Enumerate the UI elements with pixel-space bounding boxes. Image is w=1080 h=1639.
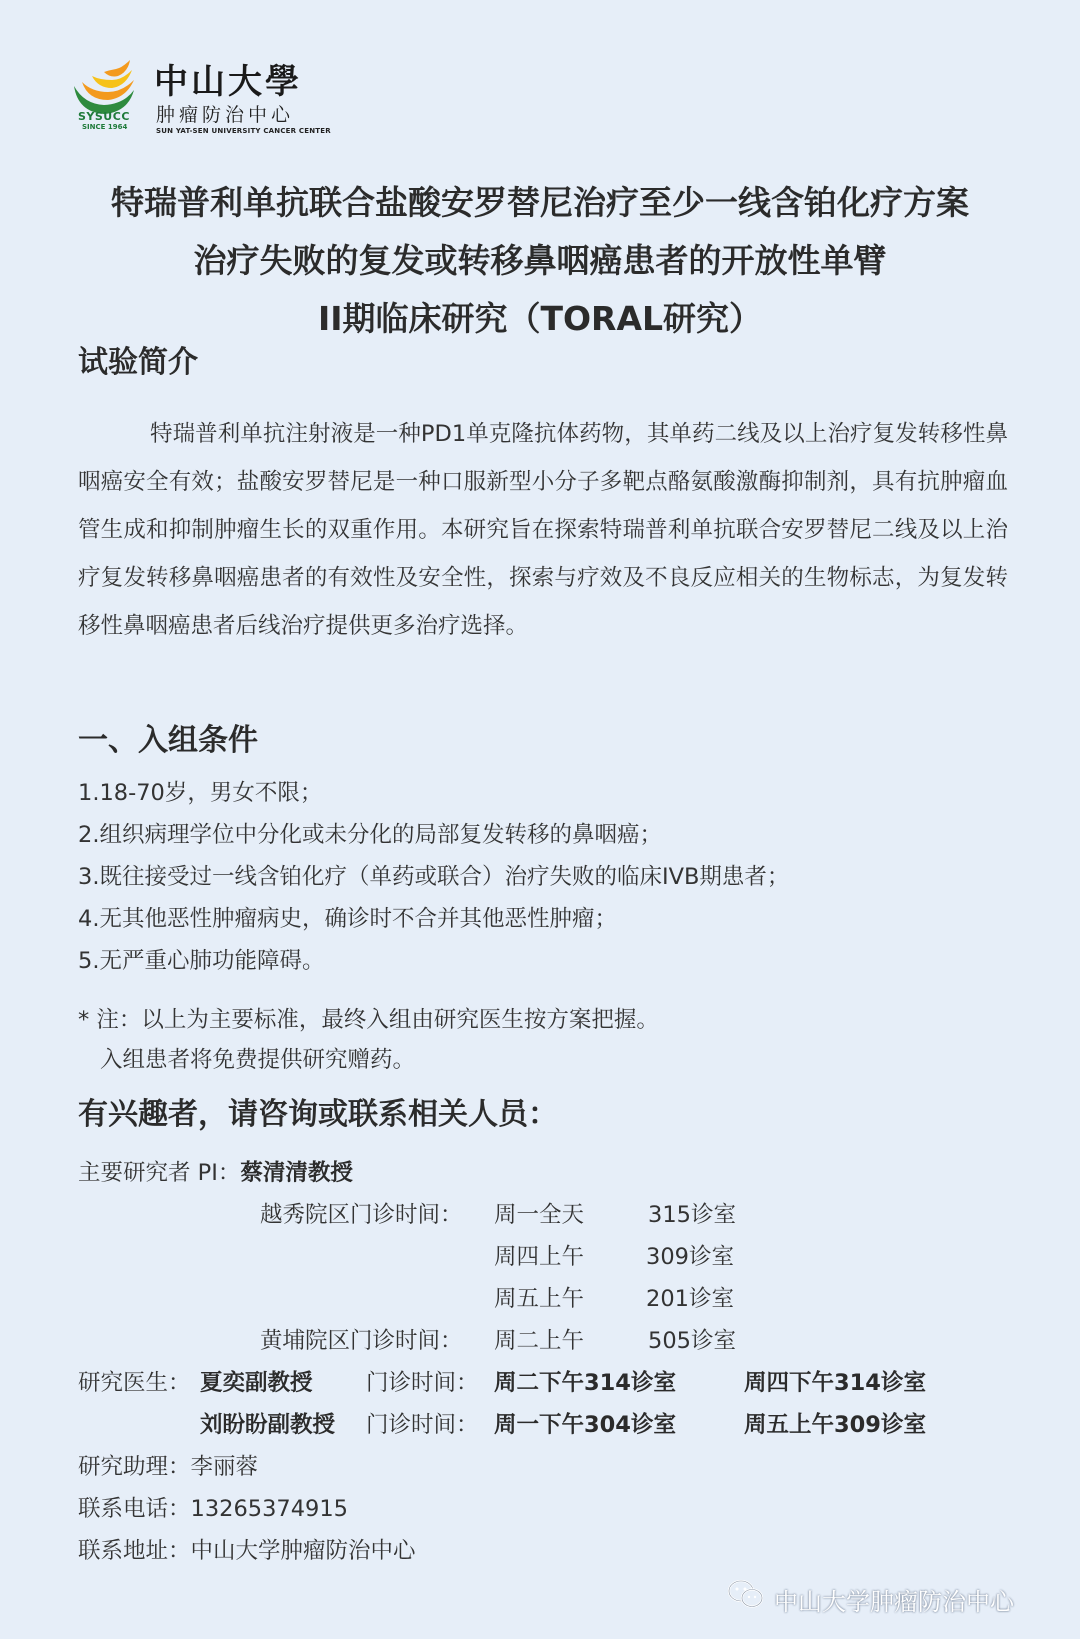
- phone-number[interactable]: 13265374915: [190, 1496, 348, 1522]
- doctor-label: 研究医生：: [78, 1370, 191, 1396]
- yuexiu-day: 周四上午: [494, 1244, 585, 1270]
- criteria-list: [78, 772, 789, 982]
- institution-logo: [68, 52, 368, 142]
- watermark-text: 中山大学肿瘤防治中心: [774, 1588, 1014, 1616]
- contact-heading: 有兴趣者，请咨询或联系相关人员：: [78, 1097, 558, 1132]
- doctor-slot: 周四下午314诊室: [744, 1370, 926, 1396]
- assistant-row: [78, 1456, 258, 1479]
- assistant-label: 研究助理：: [78, 1454, 191, 1480]
- criteria-heading: 一、入组条件: [78, 723, 258, 758]
- huangpu-day: 周二上午: [494, 1328, 585, 1354]
- pi-name: 蔡清清教授: [240, 1160, 353, 1186]
- assistant-name: 李丽蓉: [190, 1454, 259, 1480]
- criteria-note: [78, 1000, 659, 1080]
- phone-label: 联系电话：: [78, 1496, 191, 1522]
- logo-since: SINCE 1964: [82, 123, 128, 131]
- title-line-1: 特瑞普利单抗联合盐酸安罗替尼治疗至少一线含铂化疗方案: [111, 183, 969, 222]
- doctor-name: 夏奕副教授: [200, 1370, 313, 1396]
- criteria-item: 4.无其他恶性肿瘤病史，确诊时不合并其他恶性肿瘤；: [78, 906, 617, 932]
- yuexiu-day: 周一全天: [494, 1202, 585, 1228]
- yuexiu-label: 越秀院区门诊时间：: [260, 1202, 463, 1228]
- address-label: 联系地址：: [78, 1538, 191, 1564]
- intro-paragraph: 特瑞普利单抗注射液是一种PD1单克隆抗体药物，其单药二线及以上治疗复发转移性鼻咽癌安全有效；盐酸安罗替尼是一种口服新型小分子多靶点酪氨酸激酶抑制剂，具有抗肿瘤血管生成和抑制肿瘤生长的双重作用。本研究旨在探索特瑞普利单抗联合安罗替尼二线及以上治疗复发转移鼻咽癌患者的有效性及安全性，探索与疗效及不良反应相关的生物标志，为复发转移性鼻咽癌患者后线治疗提供更多治疗选择。: [78, 421, 1008, 639]
- criteria-item: 3.既往接受过一线含铂化疗（单药或联合）治疗失败的临床IVB期患者；: [78, 864, 790, 890]
- title-line-3: II期临床研究（TORAL研究）: [317, 299, 763, 338]
- yuexiu-room: 315诊室: [648, 1202, 736, 1228]
- huangpu-room: 505诊室: [648, 1328, 736, 1354]
- phone-row: [78, 1498, 348, 1521]
- address-row: [78, 1540, 416, 1563]
- criteria-item: 1.18-70岁，男女不限；: [78, 780, 323, 806]
- doctor-slot: 周五上午309诊室: [744, 1412, 926, 1438]
- wechat-icon: [726, 1578, 766, 1610]
- yuexiu-room: 201诊室: [646, 1286, 734, 1312]
- logo-cn-name: 中山大學: [154, 62, 302, 102]
- wechat-watermark: [726, 1576, 1046, 1616]
- doctor-time-label: 门诊时间：: [366, 1370, 479, 1396]
- yuexiu-day: 周五上午: [494, 1286, 585, 1312]
- doctor-slot: 周二下午314诊室: [494, 1370, 676, 1396]
- doctor-time-label: 门诊时间：: [366, 1412, 479, 1438]
- pi-row: [78, 1162, 353, 1185]
- doctor-slot: 周一下午304诊室: [494, 1412, 676, 1438]
- criteria-item: 2.组织病理学位中分化或未分化的局部复发转移的鼻咽癌；: [78, 822, 662, 848]
- yuexiu-room: 309诊室: [646, 1244, 734, 1270]
- criteria-item: 5.无严重心肺功能障碍。: [78, 948, 325, 974]
- note-line-1: * 注：以上为主要标准，最终入组由研究医生按方案把握。: [78, 1007, 659, 1033]
- title-line-2: 治疗失败的复发或转移鼻咽癌患者的开放性单臂: [193, 241, 887, 280]
- note-line-2: 入组患者将免费提供研究赠药。: [100, 1047, 416, 1073]
- intro-heading: 试验简介: [78, 345, 198, 380]
- doctor-name: 刘盼盼副教授: [200, 1412, 336, 1438]
- pi-label: 主要研究者 PI：: [78, 1160, 241, 1186]
- address-value: 中山大学肿瘤防治中心: [190, 1538, 416, 1564]
- logo-cn-sub: 肿瘤防治中心: [156, 104, 295, 126]
- logo-abbr: SYSUCC: [78, 110, 130, 123]
- logo-en-name: SUN YAT-SEN UNIVERSITY CANCER CENTER: [156, 127, 331, 135]
- huangpu-label: 黄埔院区门诊时间：: [260, 1328, 463, 1354]
